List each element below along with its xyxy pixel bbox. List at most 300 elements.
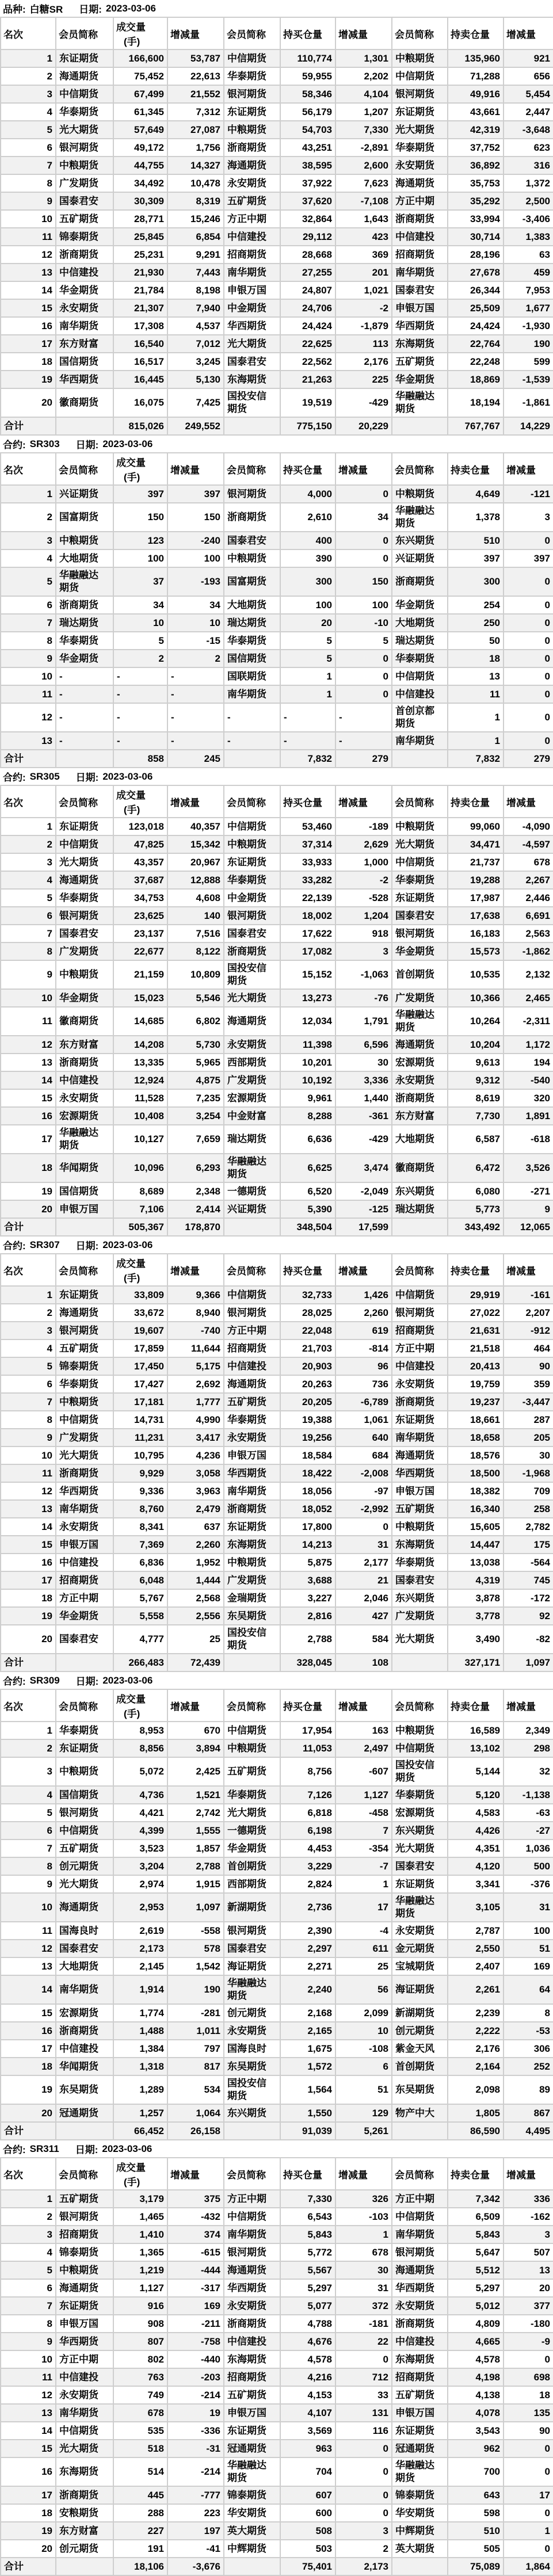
member-name: 华泰期货 (59, 635, 98, 646)
buy-position-cell: 5,390 (280, 1200, 335, 1218)
volume-cell: - (113, 667, 167, 685)
sell-change-cell: -1,862 (504, 942, 553, 960)
volume-change-cell: 150 (167, 503, 224, 532)
buy-position-cell: 963 (280, 2440, 335, 2457)
member-name: 银河期货 (227, 1925, 266, 1936)
sell-member-cell (392, 192, 448, 210)
member-name: 国泰君安 (227, 928, 266, 939)
buy-member-cell (224, 2104, 280, 2122)
sell-change-cell: 92 (504, 1607, 553, 1625)
member-name: 东兴期货 (395, 1592, 434, 1604)
buy-member-cell (224, 1625, 280, 1654)
buy-change-total-cell: 17,599 (335, 1218, 392, 1236)
rank-cell: 4 (1, 1339, 56, 1357)
volume-member-cell (56, 1500, 113, 1518)
member-name: 华泰期货 (395, 1556, 434, 1568)
sell-change-cell: 2,563 (504, 925, 553, 942)
section-date: 2023-03-06 (105, 2, 156, 14)
totals-empty-cell (224, 1654, 280, 1671)
volume-cell: 1,257 (113, 2104, 167, 2122)
volume-change-cell: 2,425 (167, 1757, 224, 1786)
buy-member-cell (224, 818, 280, 835)
volume-cell: 30,309 (113, 192, 167, 210)
volume-cell: 9,336 (113, 1482, 167, 1500)
buy-member-cell (224, 2333, 280, 2350)
table-row (1, 2404, 553, 2422)
sell-change-cell: 13 (504, 2261, 553, 2279)
member-name: 永安期货 (227, 177, 266, 189)
column-header-buy-position: 持买仓量 (280, 2158, 335, 2190)
buy-change-cell: 2,629 (335, 835, 392, 853)
table-row (1, 1375, 553, 1393)
totals-row (1, 417, 553, 435)
sell-change-cell: 6,691 (504, 907, 553, 925)
table-row (1, 2422, 553, 2440)
buy-member-cell (224, 2350, 280, 2368)
sell-member-cell (392, 1125, 448, 1154)
volume-member-cell (56, 1822, 113, 1840)
table-row (1, 1840, 553, 1857)
buy-member-cell (224, 2040, 280, 2058)
volume-cell: 14,208 (113, 1036, 167, 1054)
sell-change-cell: 30 (504, 1447, 553, 1464)
buy-member-cell (224, 907, 280, 925)
buy-member-cell (224, 67, 280, 85)
member-name: 中信期货 (395, 670, 434, 682)
sell-position-cell: 7,342 (448, 2190, 504, 2208)
member-name: 华融融达期货 (395, 391, 434, 414)
member-name: 中粮期货 (59, 535, 98, 546)
buy-position-cell: 503 (280, 2540, 335, 2558)
buy-change-cell: 7,330 (335, 121, 392, 139)
buy-position-cell: 20 (280, 614, 335, 632)
column-header-volume: 成交量 (手) (113, 453, 167, 485)
rank-cell: 10 (1, 2350, 56, 2368)
sell-change-cell: 377 (504, 2297, 553, 2315)
sell-change-cell: 190 (504, 335, 553, 353)
member-name: 华西期货 (59, 1485, 98, 1497)
column-header-buy-position: 持买仓量 (280, 1254, 335, 1286)
sell-member-cell (392, 907, 448, 925)
rank-cell: 15 (1, 2440, 56, 2457)
volume-cell: 3,179 (113, 2190, 167, 2208)
totals-empty-cell (224, 2122, 280, 2140)
member-name: 国泰君安 (395, 1860, 434, 1872)
member-name: 浙商期货 (227, 945, 266, 957)
buy-member-cell (224, 1822, 280, 1840)
buy-member-cell (224, 1429, 280, 1447)
buy-change-cell: 21 (335, 1571, 392, 1589)
rank-cell: 2 (1, 2208, 56, 2226)
volume-cell: - (113, 685, 167, 703)
buy-position-cell: 2,271 (280, 1957, 335, 1975)
buy-member-cell (224, 596, 280, 614)
sell-member-cell (392, 1589, 448, 1607)
buy-change-cell: 3 (335, 2522, 392, 2540)
sell-member-cell (392, 2504, 448, 2522)
sell-change-cell: 0 (504, 732, 553, 750)
member-name: 方正中期 (227, 1325, 266, 1336)
buy-change-cell: - (335, 703, 392, 732)
table-row (1, 1154, 553, 1182)
member-name: 中粮期货 (227, 1556, 266, 1568)
table-row (1, 1322, 553, 1339)
section-kind-label: 合约: (3, 1241, 26, 1251)
rank-cell: 1 (1, 49, 56, 67)
sell-member-cell (392, 2040, 448, 2058)
buy-member-cell (224, 1447, 280, 1464)
sell-member-cell (392, 667, 448, 685)
buy-change-cell: 7,623 (335, 174, 392, 192)
buy-position-cell: 54,703 (280, 121, 335, 139)
volume-cell: 21,159 (113, 960, 167, 989)
volume-cell: 4,736 (113, 1786, 167, 1804)
sell-change-cell: 0 (504, 614, 553, 632)
member-name: 华西期货 (227, 1467, 266, 1479)
volume-change-cell: 10 (167, 614, 224, 632)
contract-section (0, 2140, 553, 2576)
volume-change-cell: 3,058 (167, 1464, 224, 1482)
member-name: 物产中大 (395, 2107, 434, 2119)
member-name: 光大期货 (395, 1842, 434, 1854)
volume-member-cell (56, 1518, 113, 1536)
volume-change-cell: 3,417 (167, 1429, 224, 1447)
buy-change-cell: -7,108 (335, 192, 392, 210)
volume-change-cell: 11,644 (167, 1339, 224, 1357)
buy-change-cell: 2,177 (335, 1554, 392, 1571)
member-name: 中信期货 (227, 1289, 266, 1300)
buy-position-cell: 2,824 (280, 1875, 335, 1893)
sell-change-cell: 0 (504, 2350, 553, 2368)
buy-change-cell: 225 (335, 371, 392, 388)
buy-position-cell: - (280, 703, 335, 732)
volume-cell: 514 (113, 2457, 167, 2486)
rank-cell: 17 (1, 335, 56, 353)
volume-cell: 23,137 (113, 925, 167, 942)
volume-cell: 67,499 (113, 85, 167, 103)
buy-change-cell: 6,596 (335, 1036, 392, 1054)
buy-change-cell: 1,207 (335, 103, 392, 121)
volume-total-cell: 505,367 (113, 1218, 167, 1236)
sell-position-cell: 18 (448, 650, 504, 667)
sell-change-cell: -618 (504, 1125, 553, 1154)
member-name: 中信期货 (59, 2425, 98, 2436)
column-header-sell-position: 持卖仓量 (448, 1689, 504, 1722)
member-name: 华西期货 (227, 2282, 266, 2293)
volume-cell: 5,767 (113, 1589, 167, 1607)
buy-position-cell: 18,056 (280, 1482, 335, 1500)
sell-position-cell: 2,222 (448, 2022, 504, 2040)
sell-position-cell: 30,714 (448, 228, 504, 246)
member-name: 徽商期货 (395, 1162, 434, 1173)
buy-change-cell: 2,600 (335, 157, 392, 174)
table-row (1, 871, 553, 889)
volume-cell: 5 (113, 632, 167, 650)
buy-change-cell: 131 (335, 2404, 392, 2422)
volume-change-cell: 100 (167, 549, 224, 567)
sell-position-cell: 3,490 (448, 1625, 504, 1654)
sell-member-cell (392, 371, 448, 388)
buy-change-cell: 712 (335, 2368, 392, 2386)
sell-member-cell (392, 67, 448, 85)
volume-member-cell (56, 1125, 113, 1154)
volume-cell: 25,845 (113, 228, 167, 246)
sell-position-cell: 27,678 (448, 264, 504, 281)
member-name: 永安期货 (227, 1432, 266, 1443)
volume-change-total-cell: 72,439 (167, 1654, 224, 1671)
sell-change-total-cell: 12,065 (504, 1218, 553, 1236)
sell-change-cell: 258 (504, 1500, 553, 1518)
buy-member-cell (224, 532, 280, 549)
buy-change-cell: 2,046 (335, 1589, 392, 1607)
column-header-sell-position: 持卖仓量 (448, 453, 504, 485)
volume-cell: 5,072 (113, 1757, 167, 1786)
buy-member-cell (224, 2315, 280, 2333)
buy-change-cell: 1,791 (335, 1007, 392, 1036)
column-header-buy-member: 会员简称 (224, 17, 280, 49)
member-name: - (227, 735, 231, 746)
buy-change-cell: 0 (335, 685, 392, 703)
sell-member-cell (392, 121, 448, 139)
volume-member-cell (56, 1107, 113, 1125)
volume-member-cell (56, 1200, 113, 1218)
member-name: 首创京都期货 (395, 705, 434, 729)
buy-change-cell: 56 (335, 1975, 392, 2004)
buy-change-cell: 678 (335, 2243, 392, 2261)
buy-member-cell (224, 685, 280, 703)
sell-position-cell: 643 (448, 2486, 504, 2504)
contract-section (0, 1237, 553, 1672)
sell-change-cell: 1,172 (504, 1036, 553, 1054)
table-row (1, 1893, 553, 1922)
rank-cell: 8 (1, 632, 56, 650)
buy-member-cell (224, 1957, 280, 1975)
sell-position-cell: 35,292 (448, 192, 504, 210)
member-name: 银河期货 (227, 910, 266, 921)
volume-member-cell (56, 1957, 113, 1975)
table-row (1, 67, 553, 85)
volume-member-cell (56, 2075, 113, 2104)
section-title (0, 1672, 553, 1689)
table-row (1, 1182, 553, 1200)
member-name: 中信建投 (59, 1074, 98, 1086)
volume-cell: 44,755 (113, 157, 167, 174)
buy-member-cell (224, 49, 280, 67)
sell-position-cell: 43,661 (448, 103, 504, 121)
sell-position-cell: 3,878 (448, 1589, 504, 1607)
member-name: 华闻期货 (59, 2060, 98, 2072)
volume-member-cell (56, 532, 113, 549)
member-name: 首创期货 (395, 2060, 434, 2072)
totals-empty-cell (224, 750, 280, 768)
buy-member-cell (224, 2075, 280, 2104)
member-name: 东证期货 (227, 856, 266, 868)
member-name: 五矿期货 (395, 2389, 434, 2401)
member-name: 海通期货 (395, 177, 434, 189)
sell-change-cell: 2,349 (504, 1722, 553, 1739)
volume-change-cell: -615 (167, 2243, 224, 2261)
buy-position-cell: 2,297 (280, 1940, 335, 1957)
sell-change-cell: 5,454 (504, 85, 553, 103)
buy-change-cell: 684 (335, 1447, 392, 1464)
column-header-volume: 成交量 (手) (113, 1254, 167, 1286)
member-name: 银河期货 (227, 2246, 266, 2258)
volume-cell: 166,600 (113, 49, 167, 67)
buy-member-cell (224, 1007, 280, 1036)
rank-cell: 9 (1, 1429, 56, 1447)
table-row (1, 49, 553, 67)
buy-position-cell: 18,584 (280, 1447, 335, 1464)
column-header-buy-member: 会员简称 (224, 1254, 280, 1286)
buy-position-cell: 2,816 (280, 1607, 335, 1625)
buy-position-cell: 6,543 (280, 2208, 335, 2226)
column-header-buy-position: 持买仓量 (280, 453, 335, 485)
rank-cell: 6 (1, 907, 56, 925)
buy-member-cell (224, 1757, 280, 1786)
member-name: 海证期货 (227, 1960, 266, 1972)
buy-position-cell: 2,610 (280, 503, 335, 532)
rank-cell: 10 (1, 667, 56, 685)
member-name: 华融融达期货 (395, 505, 434, 529)
rank-cell: 13 (1, 732, 56, 750)
member-name: 瑞达期货 (227, 617, 266, 628)
sell-change-cell: -161 (504, 1286, 553, 1304)
sell-position-cell: 11 (448, 685, 504, 703)
section-title (0, 2140, 553, 2157)
sell-member-cell (392, 1007, 448, 1036)
sell-position-cell: 4,583 (448, 1804, 504, 1822)
sell-change-cell: 8 (504, 2004, 553, 2022)
sell-member-cell (392, 853, 448, 871)
member-name: 国泰君安 (395, 284, 434, 296)
sell-change-cell: 0 (504, 2457, 553, 2486)
member-name: 英大期货 (227, 2525, 266, 2536)
member-name: 英大期货 (395, 2543, 434, 2554)
rank-cell: 10 (1, 1893, 56, 1922)
buy-position-cell: 8,288 (280, 1107, 335, 1125)
volume-member-cell (56, 2226, 113, 2243)
volume-member-cell (56, 2104, 113, 2122)
buy-position-cell: 704 (280, 2457, 335, 2486)
table-row (1, 139, 553, 157)
member-name: 南华期货 (227, 2228, 266, 2240)
table-row (1, 1975, 553, 2004)
rank-cell: 11 (1, 1922, 56, 1940)
rank-cell: 6 (1, 1375, 56, 1393)
member-name: 招商期货 (395, 1325, 434, 1336)
column-header-sell-position: 持卖仓量 (448, 785, 504, 818)
buy-position-cell: 20,205 (280, 1393, 335, 1411)
volume-member-cell (56, 67, 113, 85)
buy-change-cell: -429 (335, 388, 392, 417)
member-name: 国信期货 (59, 1789, 98, 1800)
volume-change-cell: - (167, 667, 224, 685)
sell-change-total-cell: 1,864 (504, 2558, 553, 2575)
volume-change-cell: -193 (167, 567, 224, 596)
column-header-volume: 成交量 (手) (113, 785, 167, 818)
volume-change-cell: 22,613 (167, 67, 224, 85)
volume-member-cell (56, 2404, 113, 2422)
totals-label-cell: 合计 (1, 1654, 56, 1671)
table-row (1, 1722, 553, 1739)
table-row (1, 2243, 553, 2261)
rank-cell: 16 (1, 2022, 56, 2040)
rank-cell: 10 (1, 210, 56, 228)
buy-position-cell: 18,422 (280, 1464, 335, 1482)
rank-cell: 18 (1, 1589, 56, 1607)
member-name: 东证期货 (59, 52, 98, 64)
member-name: 广发期货 (59, 1432, 98, 1443)
member-name: 东证期货 (59, 2300, 98, 2311)
member-name: 海通期货 (59, 70, 98, 82)
sell-member-cell (392, 1722, 448, 1739)
sell-position-cell: 2,787 (448, 1922, 504, 1940)
volume-cell: 37 (113, 567, 167, 596)
member-name: 中信期货 (395, 856, 434, 868)
buy-member-cell (224, 174, 280, 192)
sell-change-cell: -1,861 (504, 388, 553, 417)
rank-cell: 9 (1, 192, 56, 210)
sell-position-cell: 4,578 (448, 2350, 504, 2368)
sell-member-cell (392, 1554, 448, 1571)
member-name: 东证期货 (395, 1414, 434, 1425)
member-name: 浙商期货 (227, 1503, 266, 1514)
buy-change-cell: 5 (335, 632, 392, 650)
buy-member-cell (224, 371, 280, 388)
member-name: 金瑞期货 (227, 1592, 266, 1604)
table-row (1, 1739, 553, 1757)
rank-cell: 16 (1, 1107, 56, 1125)
totals-row (1, 2558, 553, 2575)
member-name: 中信建投 (227, 231, 266, 242)
member-name: 广发期货 (227, 1574, 266, 1586)
volume-cell: 57,649 (113, 121, 167, 139)
sell-change-cell: 3,526 (504, 1154, 553, 1182)
sell-change-cell: -271 (504, 1182, 553, 1200)
table-row (1, 228, 553, 246)
sell-position-cell: 2,164 (448, 2058, 504, 2075)
totals-empty-cell (224, 1218, 280, 1236)
column-header-volume: 成交量 (手) (113, 17, 167, 49)
sell-change-cell: 0 (504, 532, 553, 549)
volume-cell: 6,836 (113, 1554, 167, 1571)
member-name: 方正中期 (395, 2193, 434, 2204)
buy-member-cell (224, 2368, 280, 2386)
totals-empty-cell (56, 1218, 113, 1236)
sell-position-cell: 5,297 (448, 2279, 504, 2297)
volume-cell: 16,517 (113, 353, 167, 371)
member-name: 中粮期货 (395, 1724, 434, 1736)
rank-cell: 8 (1, 174, 56, 192)
sell-member-cell (392, 353, 448, 371)
member-name: 金元期货 (395, 1943, 434, 1954)
table-row (1, 121, 553, 139)
buy-change-cell: 1,301 (335, 49, 392, 67)
table-row (1, 667, 553, 685)
table-row (1, 889, 553, 907)
rank-cell: 2 (1, 503, 56, 532)
buy-position-cell: 5,875 (280, 1554, 335, 1571)
sell-member-cell (392, 2440, 448, 2457)
member-name: 瑞达期货 (227, 1134, 266, 1144)
sell-position-cell: 2,407 (448, 1957, 504, 1975)
sell-member-cell (392, 2058, 448, 2075)
table-row (1, 1286, 553, 1304)
member-name: 中信期货 (395, 1289, 434, 1300)
member-name: 申银万国 (395, 1485, 434, 1497)
volume-change-cell: 397 (167, 485, 224, 503)
member-name: 华泰期货 (59, 1724, 98, 1736)
